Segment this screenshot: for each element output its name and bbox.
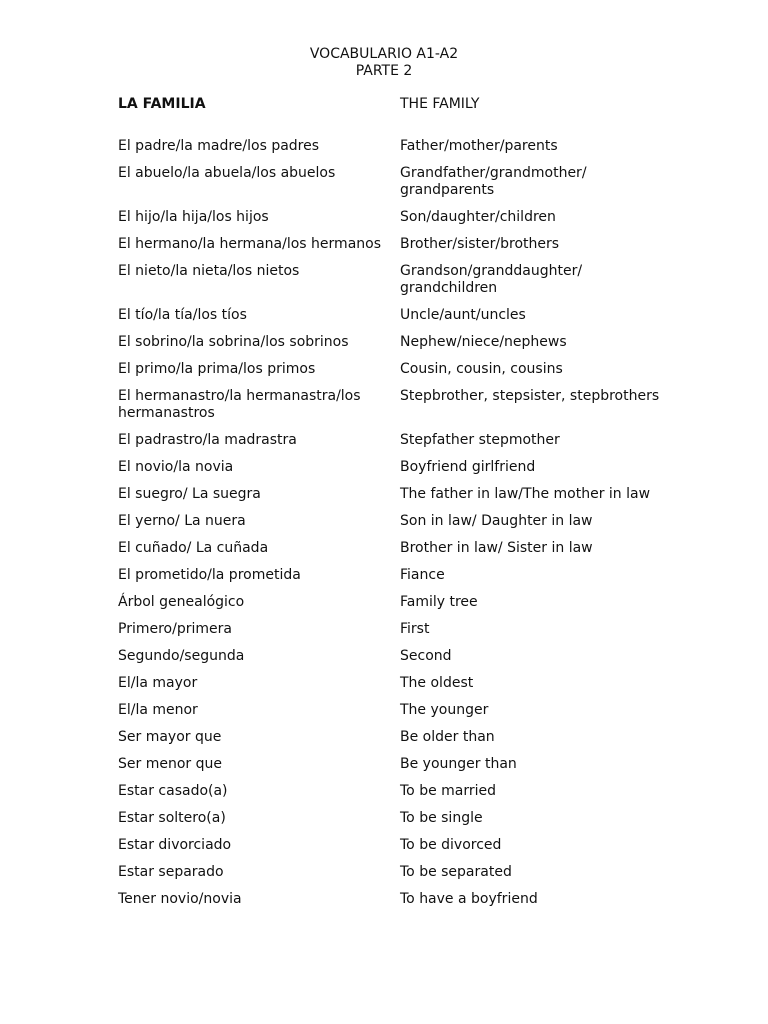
vocab-row <box>0 459 768 476</box>
vocab-english: The father in law/The mother in law <box>400 486 651 502</box>
vocab-english: Grandfather/grandmother/ grandparents <box>400 165 587 198</box>
vocab-spanish: El hijo/la hija/los hijos <box>118 209 269 225</box>
vocab-spanish: El suegro/ La suegra <box>118 486 261 502</box>
vocab-english: Uncle/aunt/uncles <box>400 307 526 323</box>
vocab-english: Be younger than <box>400 756 517 772</box>
vocab-row <box>0 236 768 253</box>
vocab-row <box>0 648 768 665</box>
vocab-english: Grandson/granddaughter/ grandchildren <box>400 263 583 296</box>
vocab-row <box>0 594 768 611</box>
vocab-spanish: Primero/primera <box>118 621 232 637</box>
vocabulary-list <box>0 138 768 918</box>
vocab-spanish: El abuelo/la abuela/los abuelos <box>118 165 336 181</box>
vocab-spanish: El hermano/la hermana/los hermanos <box>118 236 381 252</box>
vocab-spanish: El hermanastro/la hermanastra/los hermanastros <box>118 388 361 421</box>
vocab-english: To be divorced <box>400 837 502 853</box>
vocab-row <box>0 432 768 449</box>
vocab-spanish: El cuñado/ La cuñada <box>118 540 269 556</box>
vocab-row <box>0 756 768 773</box>
section-title-english: THE FAMILY <box>400 96 480 112</box>
section-header <box>0 96 768 113</box>
vocab-row <box>0 513 768 530</box>
vocab-spanish: El padrastro/la madrastra <box>118 432 297 448</box>
vocab-row <box>0 729 768 746</box>
vocab-spanish: El/la menor <box>118 702 198 718</box>
vocab-row <box>0 810 768 827</box>
vocab-row <box>0 837 768 854</box>
vocab-spanish: El primo/la prima/los primos <box>118 361 316 377</box>
vocab-english: Father/mother/parents <box>400 138 558 154</box>
vocab-english: Son/daughter/children <box>400 209 556 225</box>
vocab-row <box>0 675 768 692</box>
vocab-english: Brother/sister/brothers <box>400 236 560 252</box>
vocab-english: To have a boyfriend <box>400 891 538 907</box>
vocab-english: Son in law/ Daughter in law <box>400 513 593 529</box>
vocab-english: To be single <box>400 810 483 826</box>
vocab-english: Fiance <box>400 567 445 583</box>
vocab-spanish: Ser menor que <box>118 756 222 772</box>
vocab-spanish: Estar soltero(a) <box>118 810 226 826</box>
vocab-row <box>0 864 768 881</box>
vocab-spanish: Ser mayor que <box>118 729 222 745</box>
vocab-spanish: Estar divorciado <box>118 837 232 853</box>
vocab-english: The oldest <box>400 675 474 691</box>
vocab-spanish: El nieto/la nieta/los nietos <box>118 263 300 279</box>
vocab-english: Be older than <box>400 729 495 745</box>
vocab-english: Stepbrother, stepsister, stepbrothers <box>400 388 660 404</box>
vocab-english: To be separated <box>400 864 512 880</box>
vocab-row <box>0 263 768 297</box>
vocab-row <box>0 891 768 908</box>
vocab-spanish: El/la mayor <box>118 675 198 691</box>
vocab-row <box>0 702 768 719</box>
vocab-english: Nephew/niece/nephews <box>400 334 567 350</box>
vocab-row <box>0 209 768 226</box>
vocab-english: Boyfriend girlfriend <box>400 459 536 475</box>
title-line-1: VOCABULARIO A1-A2 <box>309 46 459 62</box>
section-title-spanish: LA FAMILIA <box>118 96 206 112</box>
vocab-english: Cousin, cousin, cousins <box>400 361 563 377</box>
vocab-row <box>0 307 768 324</box>
vocab-spanish: El padre/la madre/los padres <box>118 138 320 154</box>
vocab-row <box>0 567 768 584</box>
vocab-spanish: El prometido/la prometida <box>118 567 301 583</box>
vocab-english: Second <box>400 648 452 664</box>
vocab-spanish: El sobrino/la sobrina/los sobrinos <box>118 334 349 350</box>
vocab-row <box>0 621 768 638</box>
vocab-row <box>0 388 768 422</box>
vocab-row <box>0 540 768 557</box>
vocab-english: The younger <box>400 702 489 718</box>
vocab-row <box>0 486 768 503</box>
document-title <box>0 46 768 80</box>
vocab-spanish: El tío/la tía/los tíos <box>118 307 247 323</box>
vocab-row <box>0 138 768 155</box>
vocab-spanish: Estar casado(a) <box>118 783 228 799</box>
vocab-spanish: El novio/la novia <box>118 459 234 475</box>
vocab-english: To be married <box>400 783 497 799</box>
title-line-2: PARTE 2 <box>355 63 413 79</box>
vocab-english: Brother in law/ Sister in law <box>400 540 593 556</box>
vocab-row <box>0 334 768 351</box>
vocab-row <box>0 783 768 800</box>
vocab-english: Stepfather stepmother <box>400 432 560 448</box>
vocab-english: Family tree <box>400 594 478 610</box>
vocab-spanish: Segundo/segunda <box>118 648 245 664</box>
vocab-spanish: Árbol genealógico <box>118 594 245 610</box>
vocab-spanish: Estar separado <box>118 864 224 880</box>
vocab-spanish: El yerno/ La nuera <box>118 513 246 529</box>
vocab-row <box>0 165 768 199</box>
vocab-spanish: Tener novio/novia <box>118 891 242 907</box>
vocab-english: First <box>400 621 430 637</box>
vocab-row <box>0 361 768 378</box>
